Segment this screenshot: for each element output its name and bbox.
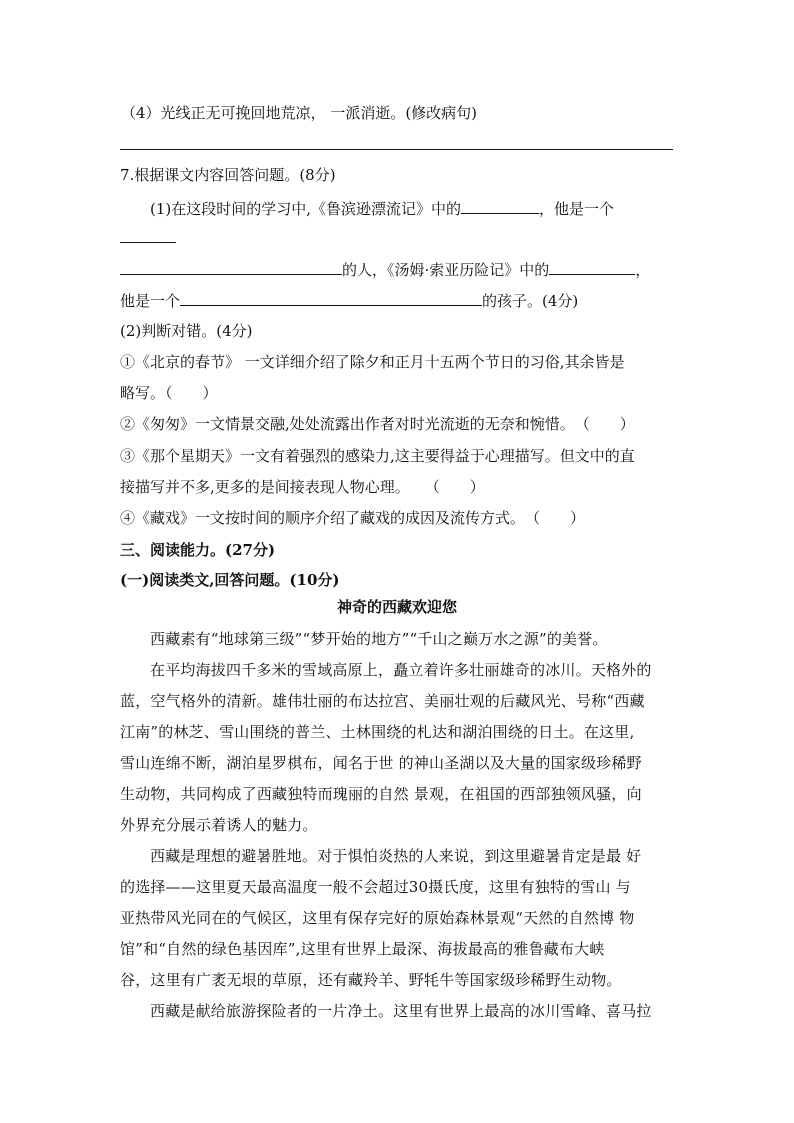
- passage-line: 江南”的林芝、雪山围绕的普兰、土林围绕的札达和湖泊围绕的日土。在这里,: [120, 723, 635, 741]
- judge-item-1-line1: ①《北京的春节》 一文详细介绍了除夕和正月十五两个节日的习俗,其余皆是: [120, 353, 625, 371]
- passage-line: 蓝，空气格外的清新。雄伟壮丽的布达拉宫、美丽壮观的后藏风光、号称“西藏: [120, 692, 645, 710]
- blank-character-name-2[interactable]: [549, 258, 635, 275]
- passage-line: 西藏是理想的避暑胜地。对于惧怕炎热的人来说，到这里避暑肯定是最 好: [150, 847, 642, 865]
- q7-part1-text-a: (1)在这段时间的学习中,《鲁滨逊漂流记》中的: [150, 200, 462, 218]
- passage-line: 生动物，共同构成了西藏独特而瑰丽的自然 景观，在祖国的西部独领风骚，向: [120, 785, 642, 803]
- q7-part1-text-b: ，他是一个: [539, 200, 615, 218]
- blank-character-name-1[interactable]: [461, 197, 539, 214]
- reading-1-heading: (一)阅读类文,回答问题。(10分): [120, 571, 340, 589]
- judge-item-3-line2[interactable]: 接描写并不多,更多的是间接表现人物心理。 （ ）: [120, 478, 485, 496]
- q7-part1-line2: [120, 258, 650, 281]
- q7-part1-line1: [150, 197, 614, 220]
- passage-line: 亚热带风光同在的气候区，这里有保存完好的原始森林景观“天然的自然博 物: [120, 909, 635, 927]
- passage-line: 西藏素有“地球第三级”“梦开始的地方”“千山之巅万水之源”的美誉。: [150, 630, 608, 648]
- blank-description-2[interactable]: [180, 289, 482, 306]
- q7-part1-text-e: 他是一个: [120, 292, 181, 310]
- judge-item-4[interactable]: ④《藏戏》一文按时间的顺序介绍了藏戏的成因及流传方式。 （ ）: [120, 509, 586, 527]
- q7-heading: 7.根据课文内容回答问题。(8分): [120, 166, 336, 184]
- q6-item-4: （4）光线正无可挽回地荒凉， 一派消逝。(修改病句): [121, 104, 478, 122]
- q7-part1-text-f: 的孩子。(4分): [482, 292, 579, 310]
- q7-part1-text-c: 的人，《汤姆·索亚历险记》中的: [342, 261, 550, 279]
- passage-line: 西藏是献给旅游探险者的一片净土。这里有世界上最高的冰川雪峰、喜马拉: [150, 1002, 652, 1020]
- passage-title: 神奇的西藏欢迎您: [336, 598, 457, 616]
- passage-line: 馆”和“自然的绿色基因库”,这里有世界上最深、海拔最高的雅鲁藏布大峡: [120, 940, 605, 958]
- judge-item-1-line2[interactable]: 略写。（ ）: [120, 384, 218, 402]
- blank-description-1b[interactable]: [120, 258, 342, 275]
- judge-item-3-line1: ③《那个星期天》一文有着强烈的感染力,这主要得益于心理描写。但文中的直: [120, 447, 635, 465]
- passage-line: 的选择——这里夏天最高温度一般不会超过30摄氏度，这里有独特的雪山 与: [120, 878, 631, 896]
- q7-part1-line3: [120, 289, 578, 312]
- section-3-heading: 三、阅读能力。(27分): [120, 541, 276, 559]
- blank-description-1a[interactable]: [120, 242, 176, 243]
- passage-line: 外界充分展示着诱人的魅力。: [120, 816, 318, 834]
- answer-line[interactable]: [120, 149, 673, 150]
- passage-line: 雪山连绵不断，湖泊星罗棋布，闻名于世 的神山圣湖以及大量的国家级珍稀野: [120, 754, 642, 772]
- judge-item-2[interactable]: ②《匆匆》一文情景交融,处处流露出作者对时光流逝的无奈和惋惜。 （ ）: [120, 415, 635, 433]
- passage-line: 在平均海拔四千多米的雪域高原上，矗立着许多壮丽雄奇的冰川。天格外的: [150, 661, 652, 679]
- passage-line: 谷，这里有广袤无垠的草原，还有藏羚羊、野牦牛等国家级珍稀野生动物。: [120, 971, 622, 989]
- q7-part1-text-d: ，: [635, 261, 651, 279]
- q7-part2-heading: (2)判断对错。(4分): [120, 322, 253, 340]
